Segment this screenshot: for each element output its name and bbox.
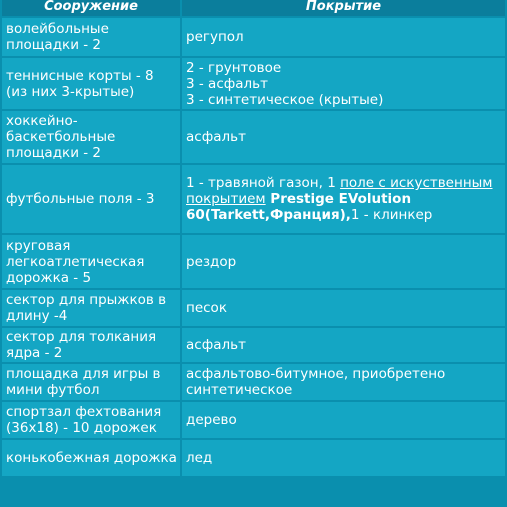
surface-line: 3 - синтетическое (крытые)	[186, 91, 384, 108]
facility-cell: круговая легкоатлетическая дорожка - 5	[2, 235, 180, 288]
table-row	[2, 440, 505, 476]
table-row	[2, 364, 505, 400]
table-row	[2, 165, 505, 233]
surface-line: песок	[186, 300, 227, 316]
facility-cell: волейбольные площадки - 2	[2, 18, 180, 56]
surface-line: асфальтово-битумное, приобретено синтетическое	[186, 366, 446, 398]
surface-line: асфальт	[186, 337, 246, 353]
facility-cell: теннисные корты - 8 (из них 3-крытые)	[2, 58, 180, 109]
surface-line: асфальт	[186, 129, 246, 145]
surface-cell	[182, 111, 505, 163]
surface-cell	[182, 440, 505, 476]
facility-cell: футбольные поля - 3	[2, 165, 180, 233]
surface-cell	[182, 18, 505, 56]
header-facility: Сооружение	[2, 0, 180, 16]
surface-line: 2 - грунтовое	[186, 59, 282, 76]
surface-cell	[182, 290, 505, 326]
table-row	[2, 18, 505, 56]
artificial-turf-link[interactable]: поле с искуственным покрытием	[186, 175, 493, 207]
surface-line: лед	[186, 450, 213, 466]
table-row	[2, 111, 505, 163]
surface-text: 1 - травяной газон, 1	[186, 175, 341, 191]
table-row	[2, 290, 505, 326]
surface-line: регупол	[186, 29, 244, 45]
table-header-row	[2, 0, 505, 16]
table-row	[2, 235, 505, 288]
facility-cell: площадка для игры в мини футбол	[2, 364, 180, 400]
surface-cell	[182, 165, 505, 233]
surface-cell	[182, 235, 505, 288]
surface-line: дерево	[186, 412, 237, 428]
facility-cell: спортзал фехтования (36х18) - 10 дорожек	[2, 402, 180, 438]
table-row	[2, 328, 505, 362]
facility-cell: сектор для толкания ядра - 2	[2, 328, 180, 362]
surface-brand: Prestige EVolution 60(Tarkett,Франция),	[186, 191, 412, 223]
facility-cell: сектор для прыжков в длину -4	[2, 290, 180, 326]
surface-cell	[182, 328, 505, 362]
surface-line: рездор	[186, 253, 237, 270]
surface-cell	[182, 402, 505, 438]
surface-line: 3 - асфальт	[186, 75, 269, 92]
surface-text: 1 - клинкер	[350, 207, 433, 223]
facility-cell: конькобежная дорожка	[2, 440, 180, 476]
table-row	[2, 402, 505, 438]
surface-cell	[182, 58, 505, 109]
surface-cell	[182, 364, 505, 400]
table-row	[2, 58, 505, 109]
header-surface: Покрытие	[182, 0, 505, 16]
facility-cell: хоккейно-баскетбольные площадки - 2	[2, 111, 180, 163]
